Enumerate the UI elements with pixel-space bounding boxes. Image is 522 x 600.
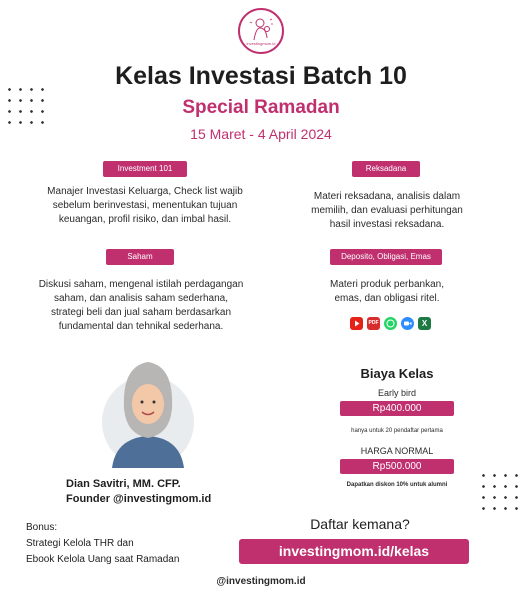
topic-tag-investment-101: Investment 101 <box>103 161 187 177</box>
topic-description: Manajer Investasi Keluarga, Check list wajib sebelum berinvestasi, menentukan tujuan keuangan, profil risiko, dan imbal hasil. <box>47 186 243 225</box>
pricing-heading: Biaya Kelas <box>360 366 434 381</box>
founder-name: Dian Savitri, MM. CFP. <box>66 478 181 490</box>
topic-description: Diskusi saham, mengenal istilah perdagangan saham, dan analisis saham sederhana, strategi beli dan jual saham berdasarkan fundamental dan tehnikal sederhana. <box>38 279 244 332</box>
bonus-item: Ebook Kelola Uang saat Ramadan <box>26 554 180 565</box>
early-bird-price: Rp400.000 <box>340 401 454 416</box>
normal-price: Rp500.000 <box>340 459 454 474</box>
youtube-icon <box>350 317 363 330</box>
page-subtitle: Special Ramadan <box>182 97 340 118</box>
bonus-section <box>26 520 226 568</box>
pdf-icon: PDF <box>367 317 380 330</box>
footer-handle: @investingmom.id <box>216 576 306 587</box>
excel-icon: X <box>418 317 431 330</box>
bonus-item: Strategi Kelola THR dan <box>26 538 134 549</box>
founder-role: Founder @investingmom.id <box>66 493 212 505</box>
brand-logo <box>238 8 284 54</box>
topic-tag-reksadana: Reksadana <box>352 161 420 177</box>
logo-text: investingmom.id <box>246 41 276 46</box>
topic-tag-saham: Saham <box>106 249 174 265</box>
alumni-discount-note: Dapatkan diskon 10% untuk alumni <box>346 482 448 488</box>
app-icons <box>350 317 442 331</box>
bonus-label: Bonus: <box>26 522 58 533</box>
founder-info <box>66 477 236 507</box>
register-prompt: Daftar kemana? <box>310 516 410 532</box>
decorative-dots <box>478 470 518 514</box>
zoom-icon <box>401 317 414 330</box>
topic-tag-deposito: Deposito, Obligasi, Emas <box>330 249 442 265</box>
early-bird-label: Early bird <box>377 388 416 398</box>
page-title: Kelas Investasi Batch 10 <box>115 62 407 90</box>
normal-price-label: HARGA NORMAL <box>360 446 434 456</box>
decorative-dots <box>4 84 44 128</box>
early-bird-note: hanya untuk 20 pendaftar pertama <box>351 428 443 434</box>
topic-description: Materi reksadana, analisis dalam memilih, dan evaluasi perhitungan hasil investasi reksadana. <box>311 191 463 230</box>
event-date: 15 Maret - 4 April 2024 <box>190 126 332 142</box>
whatsapp-icon <box>384 317 397 330</box>
topic-description: Materi produk perbankan, emas, dan obligasi ritel. <box>330 279 444 304</box>
register-link-button[interactable]: investingmom.id/kelas <box>239 539 469 564</box>
founder-photo <box>96 352 200 468</box>
